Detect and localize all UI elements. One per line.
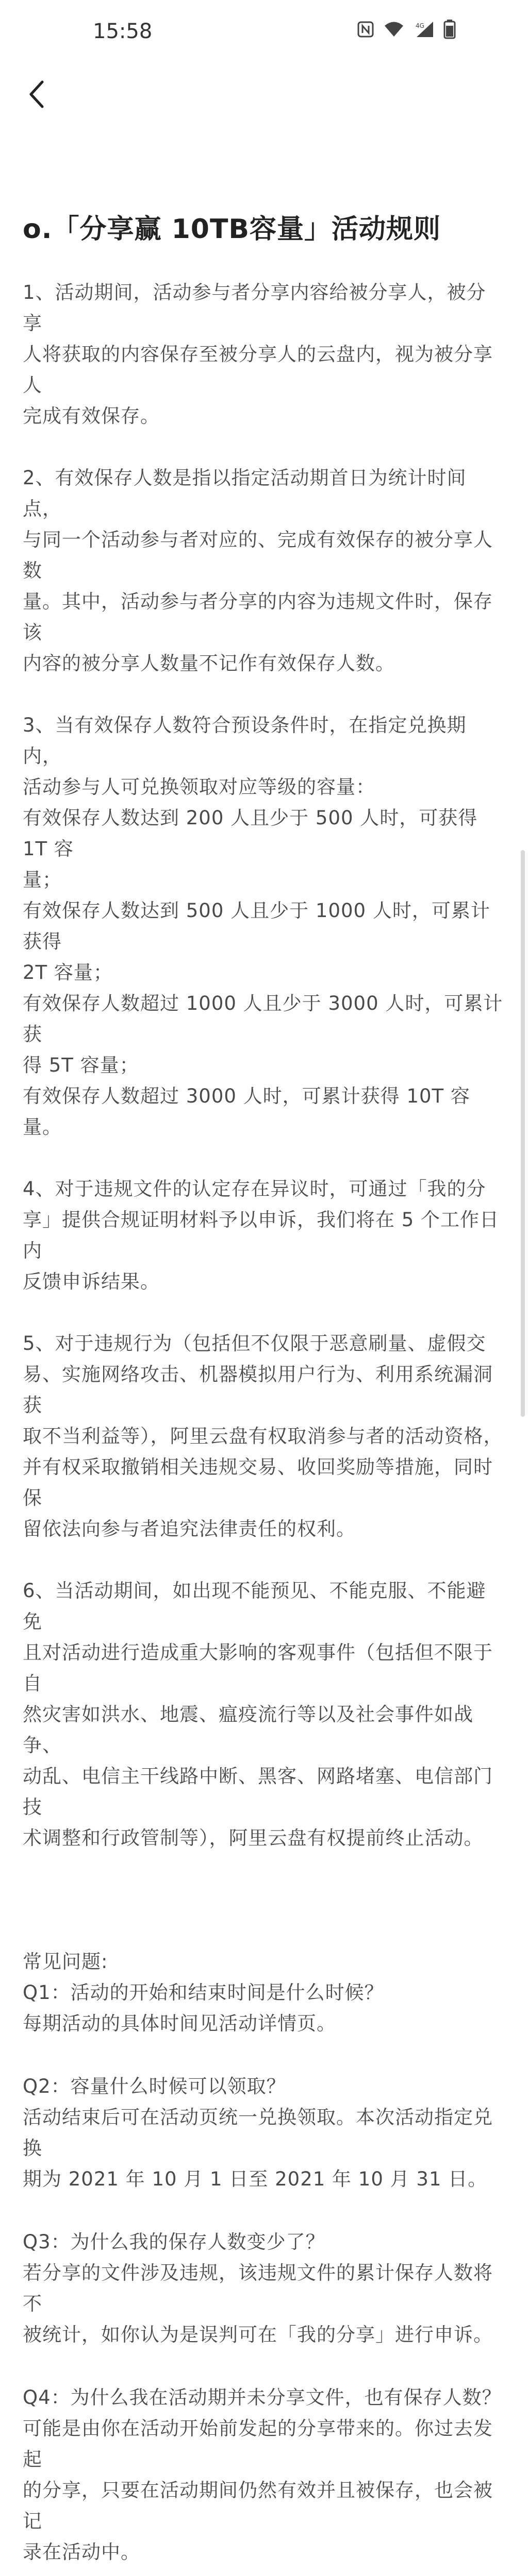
rule-line: 有效保存人数超过 1000 人且少于 3000 人时，可累计获 <box>23 992 503 1045</box>
faq-list <box>23 1977 505 2576</box>
faq-answer-line: 活动结束后可在活动页统一兑换领取。本次活动指定兑换 <box>23 2106 493 2159</box>
rules-section <box>23 277 505 1854</box>
svg-text:4G: 4G <box>416 22 424 29</box>
rule-line: 完成有效保存。 <box>23 405 160 427</box>
faq-answer-line: 期为 2021 年 10 月 1 日至 2021 年 10 月 31 日。 <box>23 2168 488 2190</box>
back-arrow-icon <box>27 79 45 112</box>
rule-line: 术调整和行政管制等），阿里云盘有权提前终止活动。 <box>23 1827 484 1849</box>
back-button[interactable] <box>21 77 52 113</box>
rule-paragraph <box>23 463 505 679</box>
rule-paragraph <box>23 277 505 432</box>
rule-line: 取不当利益等），阿里云盘有权取消参与者的活动资格， <box>23 1425 503 1447</box>
rule-line: 与同一个活动参与者对应的、完成有效保存的被分享人数 <box>23 529 493 582</box>
rule-line: 内容的被分享人数量不记作有效保存人数。 <box>23 652 395 674</box>
battery-icon <box>443 20 456 39</box>
faq-answer <box>23 2258 505 2350</box>
faq-answer <box>23 2102 505 2195</box>
rule-line: 2、有效保存人数是指以指定活动期首日为统计时间点， <box>23 467 467 520</box>
faq-question-line: Q4：为什么我在活动期并未分享文件，也有保存人数？ <box>23 2386 502 2409</box>
rule-line: 并有权采取撤销相关违规交易、收回奖励等措施，同时保 <box>23 1456 493 1509</box>
faq-item <box>23 1977 505 2039</box>
rule-line: 有效保存人数达到 200 人且少于 500 人时，可获得 1T 容 <box>23 807 478 860</box>
faq-answer-line: 的分享，只要在活动期间仍然有效并且被保存，也会被记 <box>23 2479 493 2532</box>
faq-answer-line: 录在活动中。 <box>23 2541 140 2563</box>
faq-question <box>23 2382 505 2413</box>
rule-line: 3、当有效保存人数符合预设条件时，在指定兑换期内， <box>23 714 467 767</box>
rule-paragraph <box>23 1328 505 1545</box>
faq-question-line: Q3：为什么我的保存人数变少了？ <box>23 2231 325 2253</box>
rule-line: 量。其中，活动参与者分享的内容为违规文件时，保存该 <box>23 590 493 643</box>
faq-question <box>23 1977 505 2008</box>
scrollbar[interactable] <box>521 850 525 1417</box>
signal-icon <box>414 21 434 38</box>
faq-item <box>23 2382 505 2568</box>
rule-line: 留依法向参与者追究法律责任的权利。 <box>23 1518 356 1540</box>
rule-line: 4、对于违规文件的认定存在异议时，可通过「我的分 <box>23 1178 486 1200</box>
faq-answer <box>23 2008 505 2039</box>
faq-item <box>23 2071 505 2195</box>
rule-line: 2T 容量； <box>23 961 113 984</box>
faq-question-line: Q2：容量什么时候可以领取？ <box>23 2075 286 2097</box>
rule-line: 活动参与人可兑换领取对应等级的容量： <box>23 776 375 798</box>
rule-paragraph <box>23 1174 505 1297</box>
rule-line: 反馈申诉结果。 <box>23 1270 160 1293</box>
rule-line: 易、实施网络攻击、机器模拟用户行为、利用系统漏洞获 <box>23 1363 493 1416</box>
faq-answer-line: 每期活动的具体时间见活动详情页。 <box>23 2012 336 2035</box>
faq-answer-line: 可能是由你在活动开始前发起的分享带来的。你过去发起 <box>23 2417 493 2470</box>
faq-answer <box>23 2413 505 2568</box>
faq-answer-line: 被统计，如你认为是误判可在「我的分享」进行申诉。 <box>23 2324 493 2346</box>
status-bar <box>0 0 528 67</box>
rule-line: 享」提供合规证明材料予以申诉，我们将在 5 个工作日内 <box>23 1209 500 1262</box>
rule-line: 有效保存人数超过 3000 人时，可累计获得 10T 容量。 <box>23 1085 470 1138</box>
rule-paragraph <box>23 710 505 1143</box>
rule-line: 有效保存人数达到 500 人且少于 1000 人时，可累计获得 <box>23 900 490 953</box>
rule-line: 量； <box>23 869 62 891</box>
rule-line: 5、对于违规行为（包括但不仅限于恶意刷量、虚假交 <box>23 1332 486 1354</box>
rule-line: 得 5T 容量； <box>23 1054 139 1076</box>
status-time: 15:58 <box>93 20 153 43</box>
rule-line: 且对活动进行造成重大影响的客观事件（包括但不限于自 <box>23 1641 493 1694</box>
rule-paragraph <box>23 1575 505 1854</box>
faq-question <box>23 2071 505 2102</box>
faq-question-line: Q1：活动的开始和结束时间是什么时候？ <box>23 1981 384 2004</box>
article-content <box>0 211 528 2576</box>
nav-bar <box>0 67 528 124</box>
rule-line: 然灾害如洪水、地震、瘟疫流行等以及社会事件如战争、 <box>23 1703 473 1756</box>
faq-heading: 常见问题: <box>23 1951 108 1973</box>
page-title: o.「分享赢 10TB容量」活动规则 <box>23 214 441 245</box>
status-icons <box>357 20 456 39</box>
nfc-icon <box>357 21 374 38</box>
faq-answer-line: 若分享的文件涉及违规，该违规文件的累计保存人数将不 <box>23 2262 493 2315</box>
rule-line: 6、当活动期间，如出现不能预见、不能克服、不能避免 <box>23 1580 486 1633</box>
rule-line: 人将获取的内容保存至被分享人的云盘内，视为被分享人 <box>23 343 493 396</box>
wifi-icon <box>384 21 404 38</box>
faq-item <box>23 2227 505 2350</box>
rule-line: 动乱、电信主干线路中断、黑客、网路堵塞、电信部门技 <box>23 1765 493 1818</box>
rule-line: 1、活动期间，活动参与者分享内容给被分享人，被分享 <box>23 281 486 334</box>
faq-question <box>23 2227 505 2258</box>
